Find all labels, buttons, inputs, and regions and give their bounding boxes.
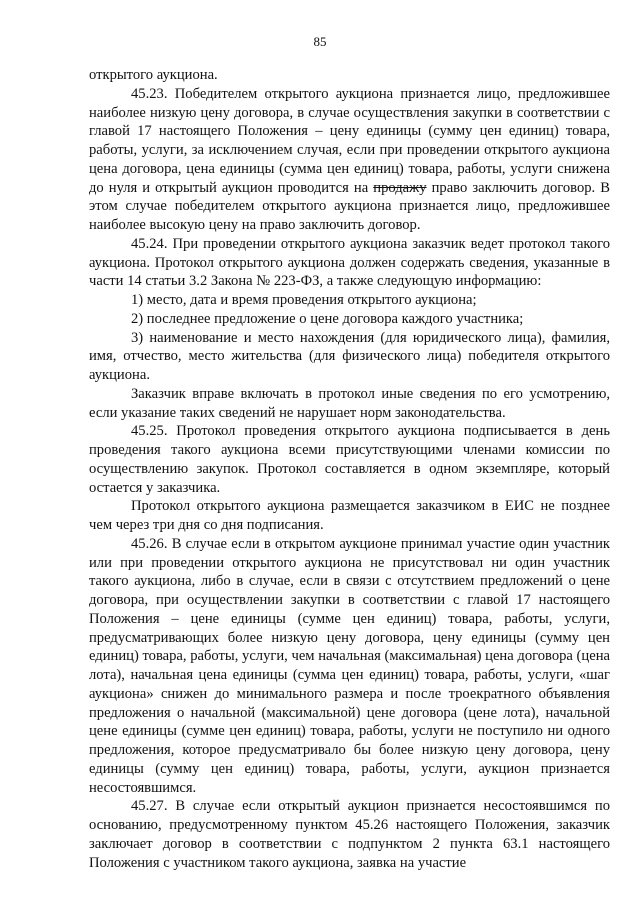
paragraph-publication: Протокол открытого аукциона размещается заказчиком в ЕИС не позднее чем через три дня со дня подписания.: [89, 498, 610, 533]
list-item-3: 3) наименование и место нахождения (для юридического лица), фамилия, имя, отчество, место жительства (для физического лица) победителя открытого аукциона.: [89, 329, 610, 383]
paragraph-45-23-tail: право заключить договор. В этом случае победителем открытого аукциона признается лицо, предложившее наиболее высокую цену на право заключить договор.: [89, 179, 610, 233]
paragraph-45-25: 45.25. Протокол проведения открытого аукциона подписывается в день проведения такого аукциона всеми присутствующими членами комиссии по осуществлению закупок. Протокол составляется в одном экземпляре, который остается у заказчика.: [89, 423, 610, 496]
paragraph-45-23-text: 45.23. Победителем открытого аукциона признается лицо, предложившее наиболее низкую цену договора, в случае осуществления закупки в соответствии с главой 17 настоящего Положения – цену единицы (сумму цен единиц) товара, работы, услуги, за исключением случая, если при проведении открытого аукциона цена договора, цена единицы (сумма цен единиц) товара, работы, услуги снижена до нуля и открытый аукцион проводится на: [89, 85, 610, 196]
paragraph-45-27: 45.27. В случае если открытый аукцион признается несостоявшимся по основанию, предусмотренному пунктом 45.26 настоящего Положения, заказчик заключает договор в соответствии с подпунктом 2 пункта 63.1 настоящего Положения с участником такого аукциона, заявка на участие: [89, 798, 610, 871]
document-body: [89, 66, 610, 872]
page-number: 85: [313, 34, 327, 49]
paragraph-additional-info: Заказчик вправе включать в протокол иные сведения по его усмотрению, если указание таких сведений не нарушает норм законодательства.: [89, 385, 610, 421]
paragraph-45-24: 45.24. При проведении открытого аукциона заказчик ведет протокол такого аукциона. Протокол открытого аукциона должен содержать сведения, указанные в части 14 статьи 3.2 Закона № 223-ФЗ, а также следующую информацию:: [89, 235, 610, 290]
struck-word: продажу: [373, 179, 427, 196]
list-item-2: 2) последнее предложение о цене договора каждого участника;: [131, 310, 524, 327]
paragraph-continuation: открытого аукциона.: [89, 67, 218, 83]
paragraph-45-26: 45.26. В случае если в открытом аукционе принимал участие один участник или при проведении открытого аукциона не присутствовал ни один участник такого аукциона, либо в случае, если в связи с отсутствием предложений о цене договора, при осуществлении закупки в соответствии с главой 17 настоящего Положения – цене единицы (сумме цен единиц) товара, работы, услуги, предусматривающих более низкую цену договора, цену единицы (сумму цен единиц) товара, работы, услуги, чем начальная (максимальная) цена договора (цена лота), начальная цена единицы (сумма цен единиц) товара, работы, услуги, «шаг аукциона» снижен до минимального размера и после троекратного объявления предложения о начальной (максимальной) цене договора (цене лота), начальной цене единицы (сумме цен единиц) товара, работы, услуги не поступило ни одного предложения, которое предусматривало бы более низкую цену договора, цену единицы (сумму цен единиц) товара, работы, услуги, аукцион признается несостоявшимся.: [89, 535, 610, 796]
list-item-1: 1) место, дата и время проведения открытого аукциона;: [131, 292, 477, 308]
paragraph-45-23: [89, 85, 610, 235]
